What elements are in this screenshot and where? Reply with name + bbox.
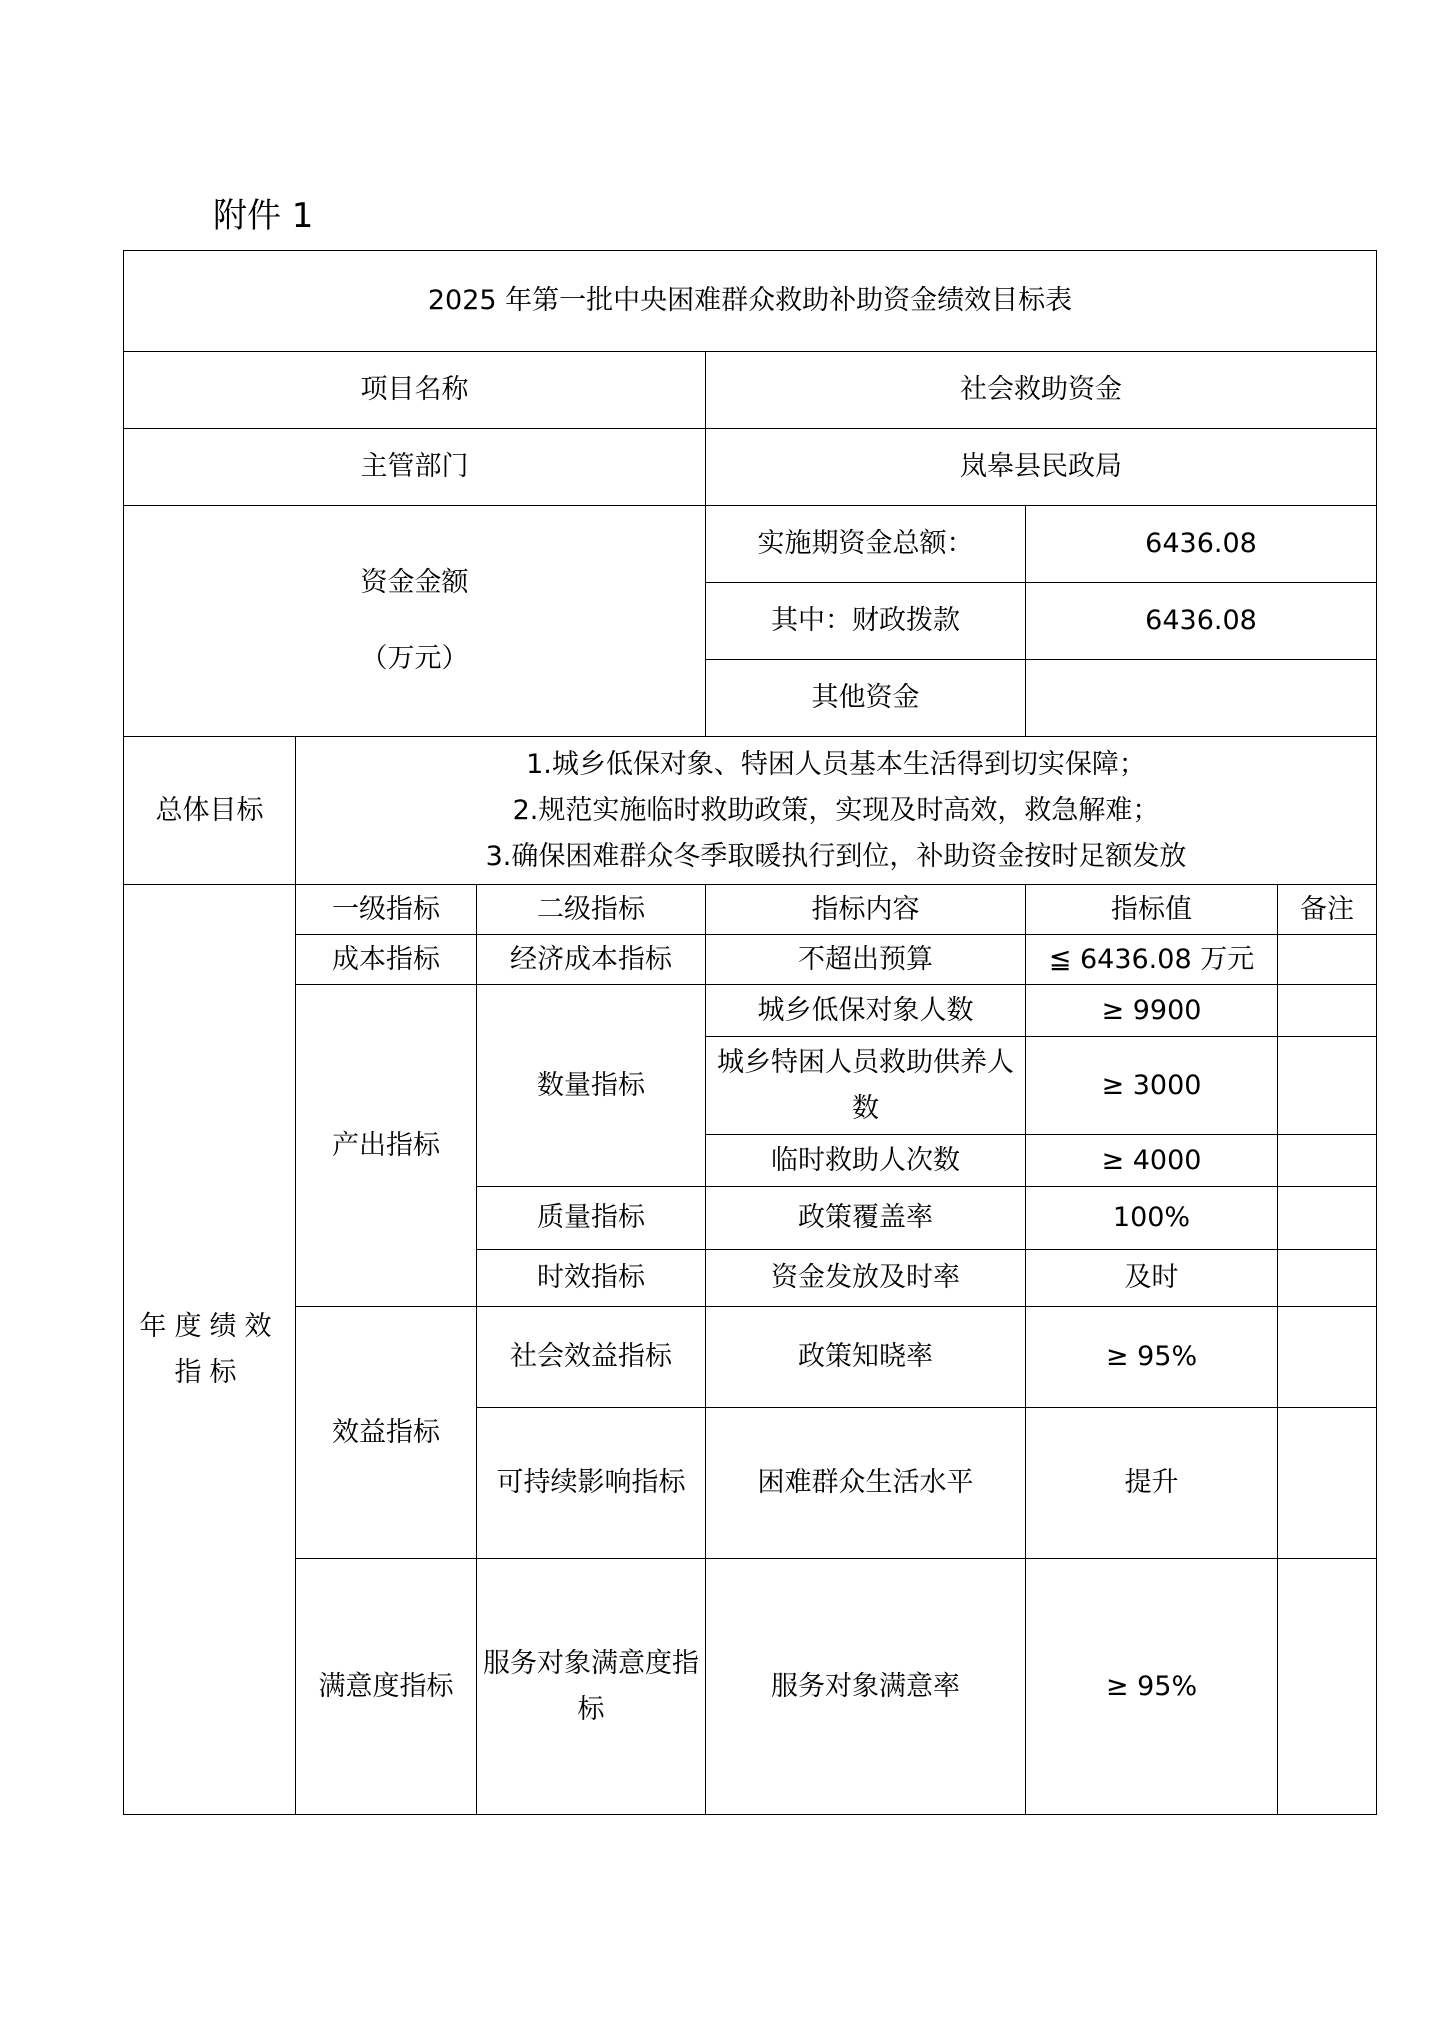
- department-label: 主管部门: [124, 429, 706, 506]
- social-benefit-label: 社会效益指标: [477, 1307, 706, 1408]
- annual-indicators-label: 年度绩效指标: [124, 885, 296, 1815]
- remark-cell: [1278, 985, 1377, 1037]
- fund-row-value: 6436.08: [1026, 583, 1377, 660]
- remark-cell: [1278, 1307, 1377, 1408]
- remark-cell: [1278, 935, 1377, 985]
- sustainable-impact-value: 提升: [1026, 1408, 1278, 1559]
- fund-row-value: 6436.08: [1026, 506, 1377, 583]
- remark-cell: [1278, 1408, 1377, 1559]
- service-satisfaction-label: 服务对象满意度指标: [477, 1559, 706, 1815]
- quantity-content: 临时救助人次数: [706, 1135, 1026, 1187]
- sustainable-impact-label: 可持续影响指标: [477, 1408, 706, 1559]
- department-value: 岚皋县民政局: [706, 429, 1377, 506]
- quantity-value: ≥ 9900: [1026, 985, 1278, 1037]
- fund-row-value: [1026, 660, 1377, 737]
- header-level2: 二级指标: [477, 885, 706, 935]
- quantity-value: ≥ 3000: [1026, 1037, 1278, 1135]
- fund-amount-unit: （万元）: [360, 643, 469, 674]
- quantity-content: 城乡特困人员救助供养人数: [706, 1037, 1026, 1135]
- attachment-label: 附件 1: [213, 196, 314, 236]
- output-indicator-label: 产出指标: [296, 985, 477, 1307]
- quantity-value: ≥ 4000: [1026, 1135, 1278, 1187]
- quantity-content: 城乡低保对象人数: [706, 985, 1026, 1037]
- header-level1: 一级指标: [296, 885, 477, 935]
- project-name-label: 项目名称: [124, 352, 706, 429]
- quality-indicator-label: 质量指标: [477, 1187, 706, 1250]
- remark-cell: [1278, 1037, 1377, 1135]
- quality-content: 政策覆盖率: [706, 1187, 1026, 1250]
- fund-row-label: 实施期资金总额：: [706, 506, 1026, 583]
- header-remark: 备注: [1278, 885, 1377, 935]
- social-benefit-value: ≥ 95%: [1026, 1307, 1278, 1408]
- sustainable-impact-content: 困难群众生活水平: [706, 1408, 1026, 1559]
- fund-amount-title: 资金金额: [360, 567, 469, 598]
- remark-cell: [1278, 1559, 1377, 1815]
- performance-target-table: [123, 250, 1377, 1815]
- economic-cost-label: 经济成本指标: [477, 935, 706, 985]
- header-value: 指标值: [1026, 885, 1278, 935]
- fund-amount-label: [124, 506, 706, 737]
- goal-item: 2.规范实施临时救助政策，实现及时高效，救急解难；: [512, 794, 1160, 826]
- satisfaction-indicator-label: 满意度指标: [296, 1559, 477, 1815]
- remark-cell: [1278, 1135, 1377, 1187]
- timeliness-content: 资金发放及时率: [706, 1250, 1026, 1307]
- social-benefit-content: 政策知晓率: [706, 1307, 1026, 1408]
- satisfaction-value: ≥ 95%: [1026, 1559, 1278, 1815]
- header-content: 指标内容: [706, 885, 1026, 935]
- goal-item: 1.城乡低保对象、特困人员基本生活得到切实保障；: [526, 748, 1146, 780]
- overall-goal-label: 总体目标: [124, 737, 296, 885]
- fund-row-label: 其他资金: [706, 660, 1026, 737]
- fund-row-label: 其中：财政拨款: [706, 583, 1026, 660]
- cost-indicator-label: 成本指标: [296, 935, 477, 985]
- quality-value: 100%: [1026, 1187, 1278, 1250]
- remark-cell: [1278, 1187, 1377, 1250]
- cost-content: 不超出预算: [706, 935, 1026, 985]
- goal-item: 3.确保困难群众冬季取暖执行到位，补助资金按时足额发放: [485, 840, 1187, 872]
- table-title: 2025 年第一批中央困难群众救助补助资金绩效目标表: [124, 251, 1377, 352]
- overall-goal-content: [296, 737, 1377, 885]
- project-name-value: 社会救助资金: [706, 352, 1377, 429]
- cost-value: ≦ 6436.08 万元: [1026, 935, 1278, 985]
- timeliness-indicator-label: 时效指标: [477, 1250, 706, 1307]
- benefit-indicator-label: 效益指标: [296, 1307, 477, 1559]
- quantity-indicator-label: 数量指标: [477, 985, 706, 1187]
- remark-cell: [1278, 1250, 1377, 1307]
- timeliness-value: 及时: [1026, 1250, 1278, 1307]
- satisfaction-content: 服务对象满意率: [706, 1559, 1026, 1815]
